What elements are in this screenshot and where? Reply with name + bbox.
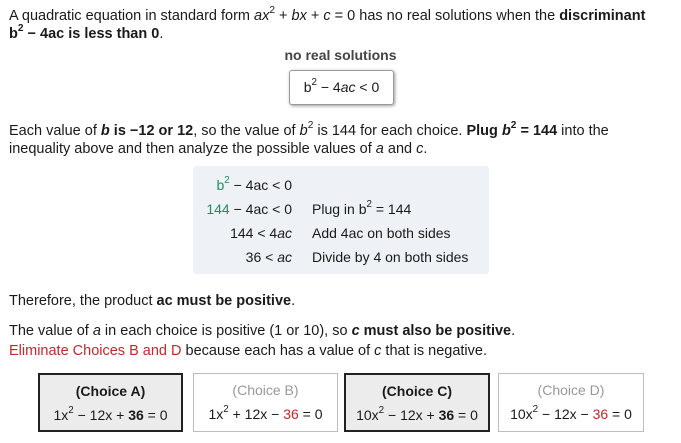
work-step-2-note: Plug in $b^2 = 144$: [312, 198, 412, 217]
choice-a-card[interactable]: [38, 373, 183, 432]
work-step-3-left: 144 < 4ac: [230, 225, 292, 241]
inequality-box: $b^2 - 4ac < 0$: [289, 70, 394, 105]
work-step-1-left: $b^2 - 4ac < 0$: [216, 174, 292, 193]
reasoning-line-2: Eliminate Choices B and D because each has a value of c that is negative.: [9, 343, 487, 359]
choice-b-equation: $1x^2 + 12x - 36 = 0$: [208, 403, 323, 422]
choice-a-title: (Choice A): [75, 383, 146, 399]
choice-d-equation: $10x^2 - 12x - 36 = 0$: [510, 403, 632, 422]
no-real-solutions-label: no real solutions: [284, 47, 397, 63]
explanation-line-2: inequality above and then analyze the possible values of a and c.: [9, 141, 428, 157]
explanation-line-1: Each value of b is −12 or 12, so the value of $b^2$ is 144 for each choice. Plug $b^2 = 144$ into the: [9, 119, 609, 139]
choice-d-card[interactable]: [498, 373, 644, 432]
intro-line-1: A quadratic equation in standard form $ax^2$ + bx + c = 0 has no real solutions when the discriminant: [9, 4, 646, 24]
work-step-4-left: 36 < ac: [245, 249, 292, 265]
reasoning-line-1: The value of a in each choice is positive (1 or 10), so c must also be positive.: [9, 323, 516, 339]
choice-c-card[interactable]: [344, 373, 490, 432]
choice-b-title: (Choice B): [232, 382, 299, 398]
work-step-2-left: 144 − 4ac < 0: [206, 201, 292, 217]
choice-b-card[interactable]: [193, 373, 338, 432]
work-steps-box: [193, 166, 489, 274]
choice-c-equation: $10x^2 - 12x + 36 = 0$: [356, 404, 478, 423]
work-step-3-note: Add 4ac on both sides: [312, 225, 451, 241]
choice-a-equation: $1x^2 - 12x + 36 = 0$: [53, 404, 168, 423]
choice-c-title: (Choice C): [382, 383, 452, 399]
eliminate-note: Eliminate Choices B and D: [9, 343, 182, 359]
choice-d-title: (Choice D): [537, 382, 605, 398]
conclusion-line: Therefore, the product ac must be positive.: [9, 293, 296, 309]
intro-line-2: $b^2 - 4ac$ is less than 0.: [9, 22, 164, 42]
work-step-4-note: Divide by 4 on both sides: [312, 249, 469, 265]
discriminant-term: discriminant: [559, 8, 646, 24]
